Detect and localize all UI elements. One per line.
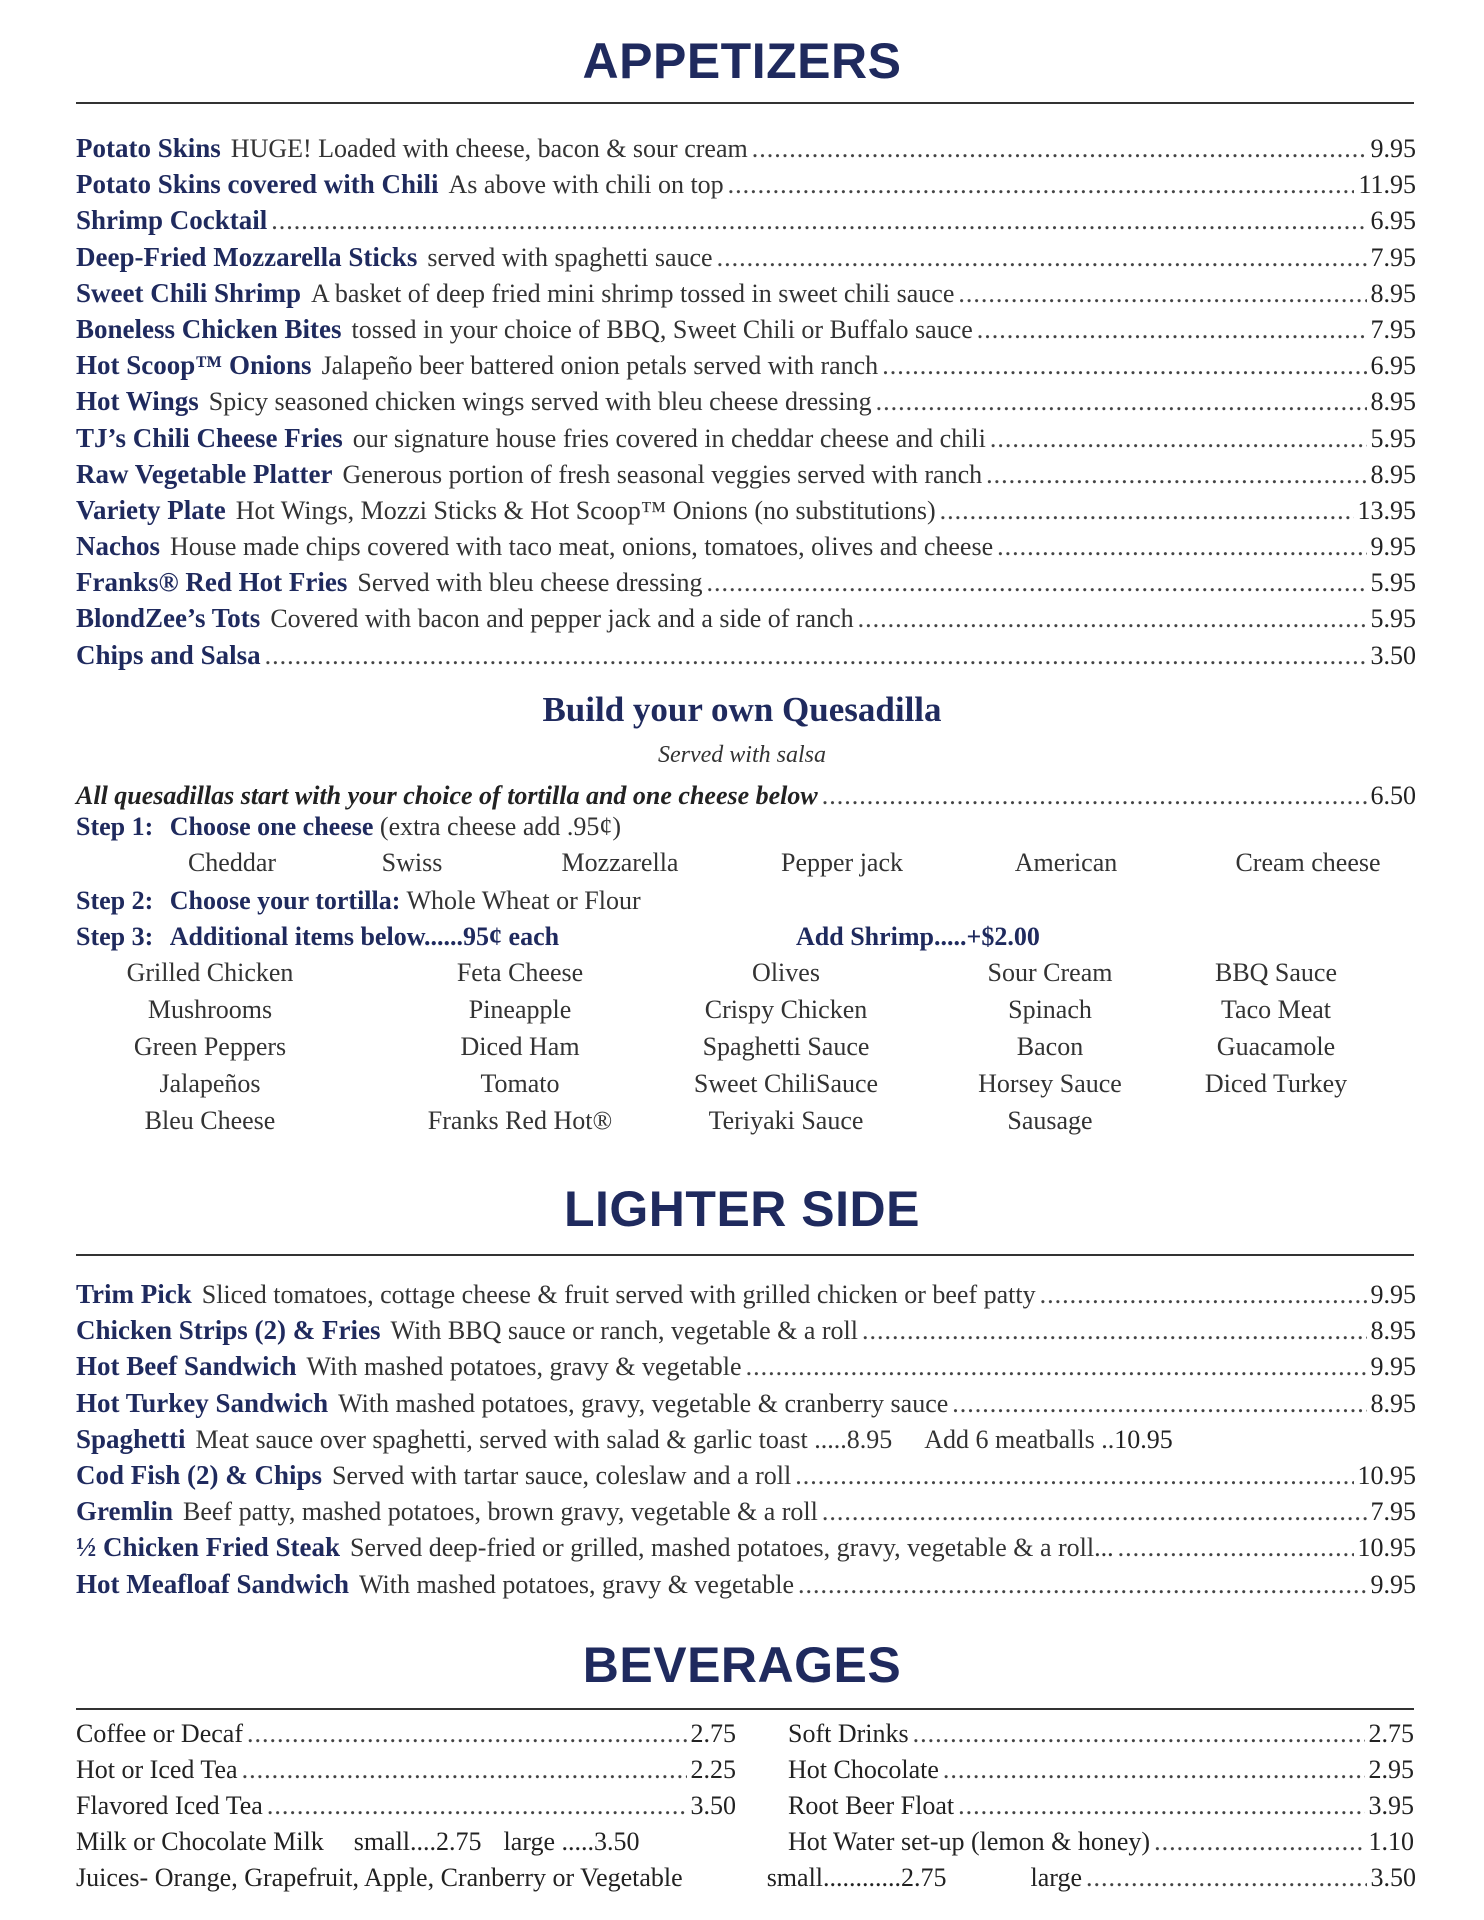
extra-option: Diced Turkey (1204, 1069, 1348, 1098)
step-2-heading: Choose your tortilla: (169, 886, 401, 915)
item-price: 8.95 (1370, 1316, 1416, 1346)
juice-small: small............2.75 (766, 1863, 947, 1892)
leader-dots (1154, 1824, 1364, 1860)
item-name: Cod Fish (2) & Chips (76, 1459, 323, 1490)
leader-dots (997, 529, 1366, 565)
menu-item (76, 1457, 1416, 1493)
item-name: Boneless Chicken Bites (76, 313, 342, 344)
menu-item (76, 637, 1416, 673)
menu-item (76, 383, 1416, 419)
extra-option: Guacamole (1216, 1032, 1336, 1061)
item-description: Covered with bacon and pepper jack and a side of ranch (270, 604, 854, 634)
leader-dots (882, 348, 1366, 384)
item-price: 5.95 (1370, 423, 1416, 453)
item-price: 6.95 (1370, 351, 1416, 381)
item-description: House made chips covered with taco meat, onions, tomatoes, olives and cheese (170, 532, 994, 562)
beverage-price: 2.75 (690, 1719, 736, 1748)
appetizers-divider (76, 102, 1414, 104)
item-description: Served with tartar sauce, coleslaw and a roll (332, 1460, 792, 1490)
cheese-option: American (1014, 848, 1118, 877)
item-description: Served with bleu cheese dressing (357, 568, 703, 598)
menu-item (76, 202, 1416, 238)
beverage-price: 2.25 (690, 1755, 736, 1784)
extra-option: Franks Red Hot® (427, 1106, 613, 1135)
beverage-name: Flavored Iced Tea (76, 1791, 263, 1820)
item-description: With mashed potatoes, gravy, vegetable & cranberry sauce (338, 1388, 949, 1418)
item-price: 9.95 (1370, 1280, 1416, 1309)
juice-large-price: 3.50 (1370, 1863, 1416, 1892)
item-description: Spicy seasoned chicken wings served with bleu cheese dressing (208, 387, 872, 417)
item-name: Gremlin (76, 1496, 173, 1527)
item-price: 8.95 (1370, 459, 1416, 489)
juice-large: large (1030, 1863, 1083, 1892)
item-name: Hot Meafloaf Sandwich (76, 1568, 349, 1599)
quesadilla-intro-row (76, 778, 1416, 814)
leader-dots (876, 384, 1367, 420)
item-name: Shrimp Cocktail (76, 205, 268, 236)
item-addon: Add 6 meatballs .. (924, 1424, 1115, 1454)
beverage-price: 2.75 (1368, 1719, 1414, 1748)
milk-large: large .....3.50 (503, 1827, 640, 1856)
extra-option: Teriyaki Sauce (708, 1106, 864, 1135)
item-name: Raw Vegetable Platter (76, 458, 333, 489)
leader-dots (958, 1788, 1364, 1824)
leader-dots (728, 167, 1355, 203)
leader-dots (247, 1716, 687, 1752)
add-shrimp (796, 922, 1040, 952)
extra-option: BBQ Sauce (1214, 958, 1338, 987)
extra-option: Mushrooms (147, 995, 273, 1024)
item-name: Potato Skins (76, 133, 221, 163)
extra-option: Olives (752, 958, 820, 987)
leader-dots (822, 1494, 1367, 1530)
extra-option: Sweet ChiliSauce (693, 1069, 879, 1098)
item-name: TJ’s Chili Cheese Fries (76, 422, 343, 453)
leader-dots (943, 1752, 1365, 1788)
quesadilla-intro-price: 6.50 (1370, 781, 1416, 810)
item-description: Beef patty, mashed potatoes, brown gravy, vegetable & a roll (183, 1497, 818, 1527)
step-3 (76, 922, 559, 952)
extra-option: Sausage (1007, 1106, 1093, 1135)
item-description: our signature house fries covered in cheddar cheese and chili (352, 423, 986, 453)
item-price: 8.95 (1370, 278, 1416, 308)
menu-item (76, 1312, 1416, 1348)
item-description: Served deep-fried or grilled, mashed potatoes, gravy, vegetable & a roll... (350, 1533, 1114, 1563)
beverage-item (788, 1716, 1414, 1752)
lighter-side-title: LIGHTER SIDE (563, 1181, 921, 1237)
milk-small: small....2.75 (353, 1827, 482, 1856)
beverage-name: Hot Chocolate (788, 1755, 939, 1784)
menu-item (76, 1529, 1416, 1565)
menu-item (76, 1276, 1416, 1312)
milk-name: Milk or Chocolate Milk (76, 1827, 324, 1856)
appetizers-list (76, 130, 1416, 673)
step-1 (76, 812, 621, 842)
item-price: 5.95 (1370, 604, 1416, 634)
leader-dots (858, 601, 1367, 637)
beverage-name: Coffee or Decaf (76, 1719, 243, 1748)
item-price: 10.95 (1357, 1460, 1416, 1490)
beverage-price: 1.10 (1368, 1827, 1414, 1856)
menu-item (76, 600, 1416, 636)
item-description: With BBQ sauce or ranch, vegetable & a roll (390, 1316, 859, 1346)
extra-option: Taco Meat (1220, 995, 1332, 1024)
extra-option: Tomato (480, 1069, 560, 1098)
cheese-option: Pepper jack (780, 848, 904, 877)
item-name: Hot Wings (76, 386, 199, 417)
item-price: 8.95 (1370, 387, 1416, 417)
item-name: Potato Skins covered with Chili (76, 169, 439, 200)
menu-item (76, 311, 1416, 347)
step-2 (76, 886, 641, 916)
item-description: Meat sauce over spaghetti, served with salad & garlic toast .....8.95 (195, 1424, 893, 1454)
step-1-label: Step 1: (76, 812, 154, 841)
item-name: Sweet Chili Shrimp (76, 277, 302, 308)
leader-dots (752, 131, 1367, 167)
leader-dots (242, 1752, 687, 1788)
beverage-item (76, 1752, 736, 1788)
extra-option: Grilled Chicken (126, 958, 294, 987)
item-price: 7.95 (1370, 1497, 1416, 1527)
extra-option: Crispy Chicken (704, 995, 868, 1024)
extra-option: Horsey Sauce (978, 1069, 1122, 1098)
menu-item (76, 239, 1416, 275)
appetizers-title: APPETIZERS (582, 33, 902, 89)
leader-dots (795, 1458, 1353, 1494)
menu-item (76, 492, 1416, 528)
leader-dots (913, 1716, 1365, 1752)
item-name: Variety Plate (76, 494, 226, 525)
add-shrimp-label: Add Shrimp.....+$2.00 (796, 922, 1040, 951)
leader-dots (990, 421, 1367, 457)
beverage-item (76, 1716, 736, 1752)
menu-item (76, 420, 1416, 456)
item-price: 5.95 (1370, 568, 1416, 598)
beverage-name: Hot Water set-up (lemon & honey) (788, 1827, 1151, 1856)
juice-name: Juices- Orange, Grapefruit, Apple, Cranberry or Vegetable (76, 1863, 683, 1892)
item-name: BlondZee’s Tots (76, 603, 261, 634)
item-description: HUGE! Loaded with cheese, bacon & sour cream (230, 134, 748, 163)
item-name: Spaghetti (76, 1423, 186, 1454)
item-name: Chips and Salsa (76, 639, 261, 670)
menu-item (76, 347, 1416, 383)
leader-dots (862, 1313, 1366, 1349)
item-price: 9.95 (1370, 532, 1416, 562)
extra-option: Green Peppers (133, 1032, 287, 1061)
leader-dots (717, 240, 1367, 276)
quesadilla-intro (76, 778, 1416, 814)
beverage-price: 3.95 (1368, 1791, 1414, 1820)
leader-dots (977, 312, 1367, 348)
item-price: 7.95 (1370, 242, 1416, 272)
leader-dots (746, 1349, 1367, 1385)
item-price: 7.95 (1370, 314, 1416, 344)
lighter-side-divider (76, 1254, 1414, 1256)
beverage-name: Soft Drinks (788, 1719, 909, 1748)
item-price: 8.95 (1370, 1388, 1416, 1418)
step-1-heading: Choose one cheese (169, 812, 374, 841)
quesadilla-subtitle: Served with salsa (658, 742, 826, 768)
item-price: 10.95 (1114, 1424, 1173, 1454)
beverage-price: 2.95 (1368, 1755, 1414, 1784)
beverage-item (788, 1752, 1414, 1788)
beverage-item (788, 1824, 1414, 1860)
beverages-right-column (788, 1716, 1414, 1860)
menu-item (76, 456, 1416, 492)
beverage-name: Root Beer Float (788, 1791, 955, 1820)
beverage-name: Hot or Iced Tea (76, 1755, 238, 1784)
item-name: Hot Turkey Sandwich (76, 1387, 329, 1418)
leader-dots (265, 638, 1367, 674)
item-name: ½ Chicken Fried Steak (76, 1532, 341, 1563)
step-3-label: Step 3: (76, 922, 154, 951)
menu-item (76, 1493, 1416, 1529)
leader-dots (271, 203, 1366, 239)
item-name: Deep-Fried Mozzarella Sticks (76, 241, 418, 272)
leader-dots (1086, 1860, 1366, 1896)
leader-dots (1040, 1277, 1367, 1313)
beverage-price: 3.50 (690, 1791, 736, 1820)
menu-item (76, 564, 1416, 600)
item-price: 10.95 (1357, 1533, 1416, 1563)
cheese-option: Cream cheese (1235, 848, 1381, 877)
leader-dots (707, 565, 1367, 601)
item-description: Generous portion of fresh seasonal veggies served with ranch (342, 459, 983, 489)
menu-item (76, 130, 1416, 166)
extra-option: Spinach (1008, 995, 1092, 1024)
leader-dots (822, 778, 1367, 814)
leader-dots (952, 1386, 1366, 1422)
item-description: A basket of deep fried mini shrimp tossed in sweet chili sauce (311, 278, 955, 308)
item-name: Chicken Strips (2) & Fries (76, 1315, 381, 1346)
step-3-heading: Additional items below......95¢ each (169, 922, 560, 951)
menu-item (76, 528, 1416, 564)
item-name: Hot Scoop™ Onions (76, 350, 312, 381)
item-description: served with spaghetti sauce (427, 242, 713, 272)
milk-row (76, 1824, 736, 1860)
extra-option: Jalapeños (159, 1069, 261, 1098)
beverage-item (76, 1788, 736, 1824)
item-price: 6.95 (1370, 206, 1416, 236)
item-name: Nachos (76, 531, 161, 562)
extra-option: Pineapple (468, 995, 572, 1024)
extra-option: Spaghetti Sauce (702, 1032, 870, 1061)
quesadilla-title: Build your own Quesadilla (542, 690, 942, 729)
quesadilla-intro-text: All quesadillas start with your choice of tortilla and one cheese below (76, 781, 818, 810)
item-name: Trim Pick (76, 1279, 192, 1309)
beverages-title: BEVERAGES (582, 1637, 902, 1693)
item-description: Sliced tomatoes, cottage cheese & fruit served with grilled chicken or beef patty (201, 1280, 1036, 1309)
item-description: With mashed potatoes, gravy & vegetable (306, 1352, 742, 1382)
extra-option: Bacon (1016, 1032, 1084, 1061)
leader-dots (986, 457, 1366, 493)
step-2-label: Step 2: (76, 886, 154, 915)
step-2-options: Whole Wheat or Flour (406, 886, 641, 915)
item-price: 11.95 (1358, 170, 1416, 200)
item-name: Franks® Red Hot Fries (76, 567, 348, 598)
item-name: Hot Beef Sandwich (76, 1351, 297, 1382)
leader-dots (267, 1788, 687, 1824)
item-description: As above with chili on top (448, 170, 724, 200)
cheese-option: Mozzarella (561, 848, 679, 877)
extra-option: Feta Cheese (456, 958, 584, 987)
step-1-note: (extra cheese add .95¢) (379, 812, 622, 841)
menu-item (76, 1566, 1416, 1602)
leader-dots (940, 493, 1354, 529)
leader-dots (798, 1567, 1366, 1603)
juice-row (76, 1860, 1416, 1896)
item-description: With mashed potatoes, gravy & vegetable (359, 1569, 795, 1599)
leader-dots (958, 276, 1366, 312)
item-price: 3.50 (1370, 640, 1416, 670)
item-description: Jalapeño beer battered onion petals served with ranch (321, 351, 879, 381)
extra-option: Bleu Cheese (144, 1106, 276, 1135)
beverage-item (788, 1788, 1414, 1824)
cheese-option: Cheddar (187, 848, 277, 877)
lighter-side-list (76, 1276, 1416, 1602)
item-price: 9.95 (1370, 134, 1416, 163)
leader-dots (1118, 1530, 1354, 1566)
item-description: Hot Wings, Mozzi Sticks & Hot Scoop™ Onions (no substitutions) (235, 495, 936, 525)
menu-item (76, 166, 1416, 202)
item-price: 9.95 (1370, 1569, 1416, 1599)
item-description: tossed in your choice of BBQ, Sweet Chili or Buffalo sauce (351, 314, 973, 344)
beverages-divider (76, 1708, 1414, 1710)
menu-item (76, 1421, 1416, 1457)
beverages-left-column (76, 1716, 736, 1824)
item-price: 9.95 (1370, 1352, 1416, 1382)
item-price: 13.95 (1357, 495, 1416, 525)
menu-item (76, 1385, 1416, 1421)
menu-item (76, 275, 1416, 311)
extra-option: Sour Cream (987, 958, 1113, 987)
cheese-option: Swiss (381, 848, 443, 877)
menu-item (76, 1348, 1416, 1384)
extra-option: Diced Ham (460, 1032, 580, 1061)
